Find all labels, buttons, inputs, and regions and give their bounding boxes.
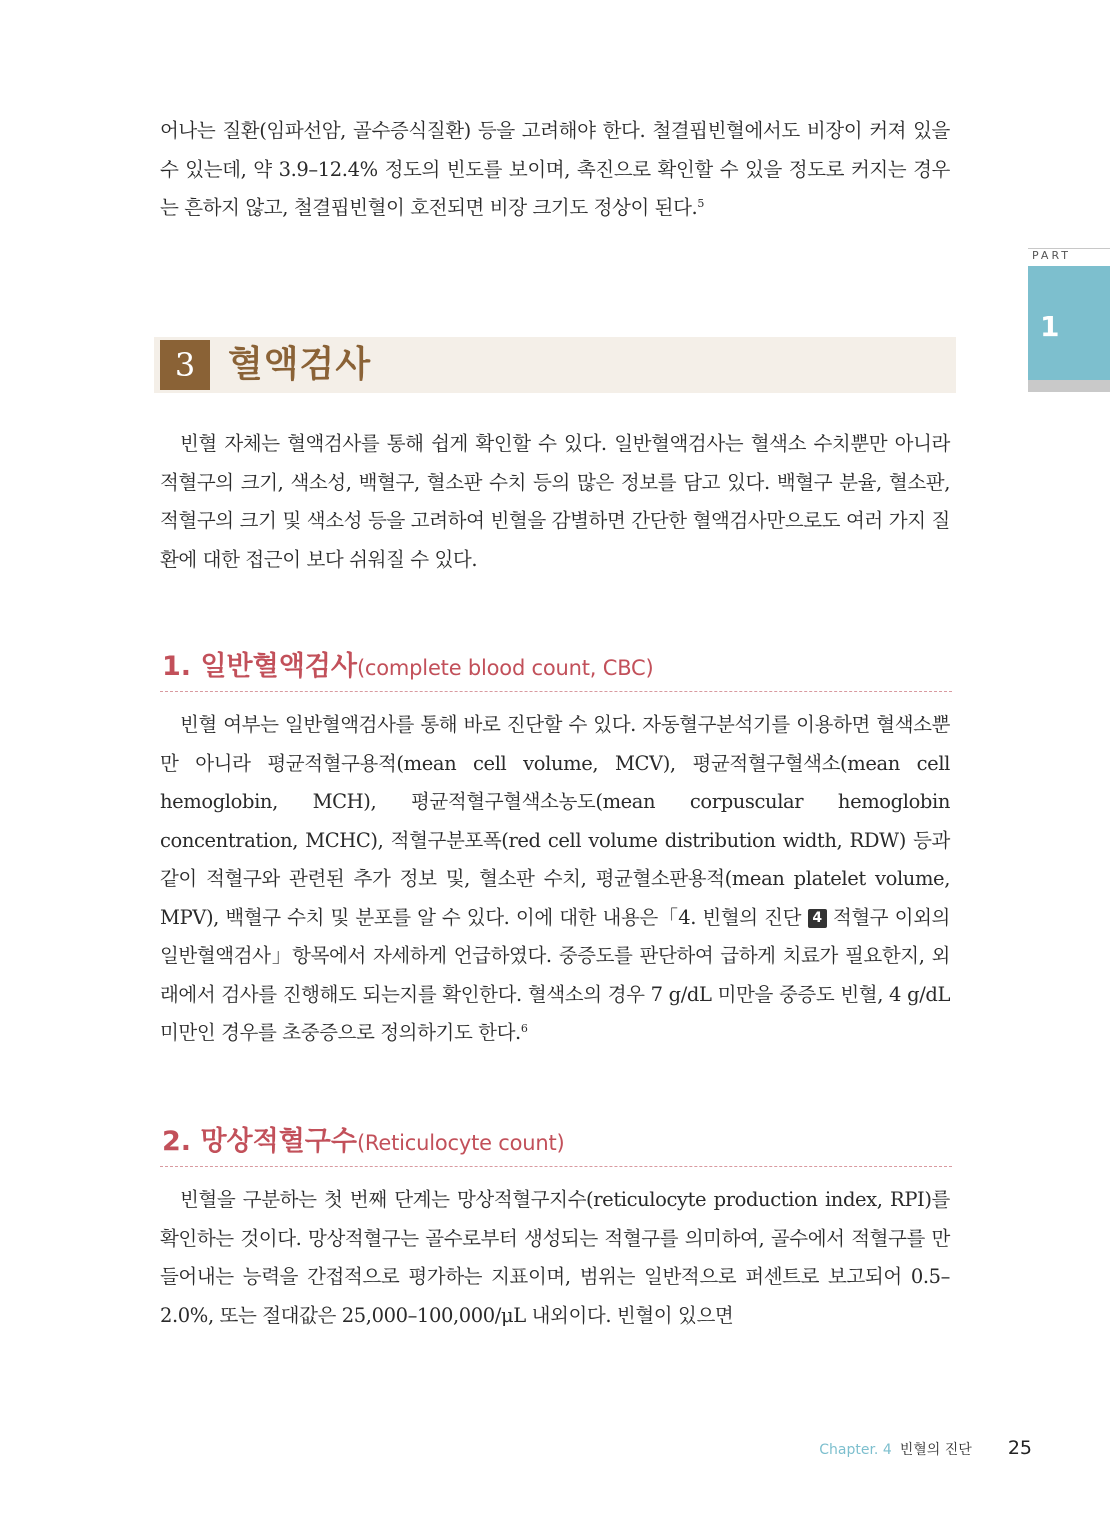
part-label: PART [1028,248,1110,264]
subsection-1-text-a: 빈혈 여부는 일반혈액검사를 통해 바로 진단할 수 있다. 자동혈구분석기를 이용하면 혈색소뿐만 아니라 평균적혈구용적(mean cell volume, MCV), 평균적혈구혈색소(mean cell hemoglobin, MCH), 평균적혈구혈색소농도(mean corpuscular hemoglobin concentration, MCHC), 적혈구분포폭(red cell volume distribution width, RDW) 등과 같이 적혈구와 관련된 추가 정보 및, 혈소판 수치, 평균혈소판용적(mean platelet volume, MPV), 백혈구 수치 및 분포를 알 수 있다. 이에 대한 내용은「4. 빈혈의 진단 [160,713,950,929]
subsection-2-text: 빈혈을 구분하는 첫 번째 단계는 망상적혈구지수(reticulocyte production index, RPI)를 확인하는 것이다. 망상적혈구는 골수로부터 생성되는 적혈구를 의미하여, 골수에서 적혈구를 만들어내는 능력을 간접적으로 평가하는 지표이며, 범위는 일반적으로 퍼센트로 보고되어 0.5–2.0%, 또는 절대값은 25,000–100,000/μL 내외이다. 빈혈이 있으면 [160,1188,950,1327]
reference-superscript: 6 [520,1022,528,1035]
continuation-text: 어나는 질환(임파선암, 골수증식질환) 등을 고려해야 한다. 철결핍빈혈에서도 비장이 커져 있을 수 있는데, 약 3.9–12.4% 정도의 빈도를 보이며, 촉진으로 확인할 수 있을 정도로 커지는 경우는 흔하지 않고, 철결핍빈혈이 호전되면 비장 크기도 정상이 된다. [160,119,950,219]
part-tab-shadow [1028,380,1110,392]
section-reference-box: 4 [808,909,827,928]
page-number: 25 [1007,1437,1032,1459]
subsection-1-title-eng: (complete blood count, CBC) [356,656,654,680]
subsection-1-paragraph [160,706,950,1053]
section-title: 혈액검사 [228,344,372,385]
subsection-2-paragraph [160,1181,950,1335]
part-number: 1 [1040,310,1060,343]
subsection-2-title: 2. 망상적혈구수 [162,1126,357,1157]
subsection-1-text-b: 적혈구 이외의 일반혈액검사」항목에서 자세하게 언급하였다. 중증도를 판단하여 급하게 치료가 필요한지, 외래에서 검사를 진행해도 되는지를 확인한다. 혈색소의 경우 7 g/dL 미만을 중증도 빈혈, 4 g/dL 미만인 경우를 초중증으로 정의하기도 한다. [160,905,950,1044]
section-number: 3 [160,340,210,390]
footer-chapter: Chapter. 4 [819,1442,892,1458]
subsection-1-heading [162,644,654,683]
reference-superscript: 5 [697,197,704,210]
section-paragraph-text: 빈혈 자체는 혈액검사를 통해 쉽게 확인할 수 있다. 일반혈액검사는 혈색소 수치뿐만 아니라 적혈구의 크기, 색소성, 백혈구, 혈소판 수치 등의 많은 정보를 담고 있다. 백혈구 분율, 혈소판, 적혈구의 크기 및 색소성 등을 고려하여 빈혈을 감별하면 간단한 혈액검사만으로도 여러 가지 질환에 대한 접근이 보다 쉬워질 수 있다. [160,432,950,571]
subsection-1-title: 1. 일반혈액검사 [162,651,357,682]
subsection-1-divider [160,691,952,692]
section-paragraph [160,425,950,579]
subsection-2-heading [162,1119,565,1158]
subsection-2-divider [160,1166,952,1167]
subsection-2-title-eng: (Reticulocyte count) [356,1131,565,1155]
continuation-paragraph [160,112,950,228]
page-footer [819,1437,1032,1459]
footer-chapter-title: 빈혈의 진단 [899,1442,972,1458]
